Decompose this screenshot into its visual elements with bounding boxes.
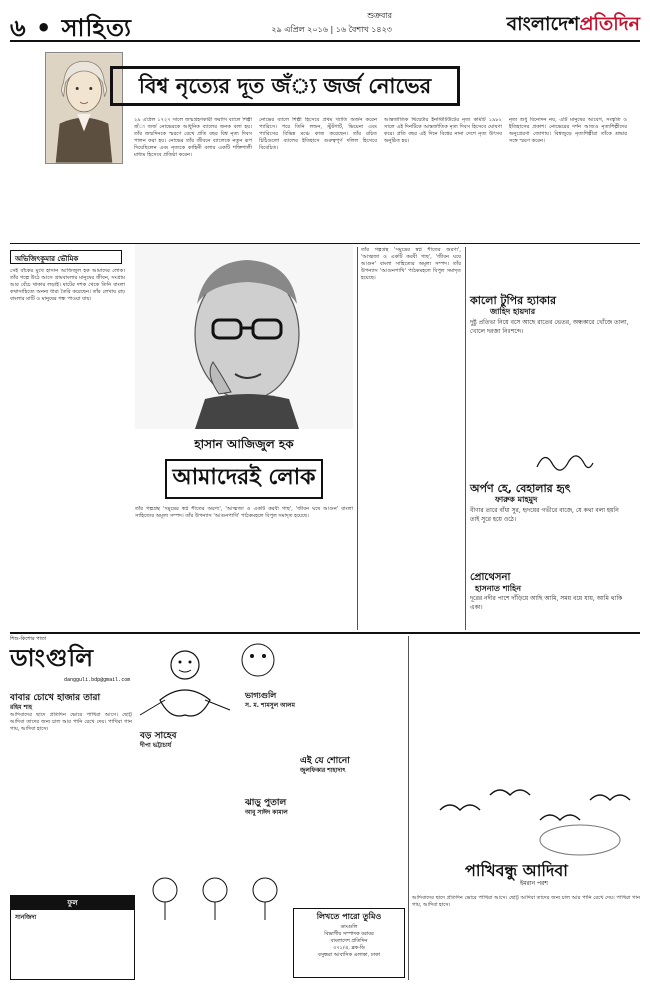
dangguli-subtitle: শিশু-কিশোর পাতা xyxy=(10,636,47,642)
contact-line: বিভাগীয় সম্পাদক বরাবর xyxy=(324,931,374,937)
date-line: ২৯ এপ্রিল ২০১৬ | ১৬ বৈশাখ ১৪২৩ xyxy=(271,25,392,34)
poem1-author: জাহিদ হায়দার xyxy=(490,307,536,316)
squiggle-illustration xyxy=(535,447,595,477)
kid-story1-body: আদিবাদের ছাদে প্রতিদিন ভোরে পাখিরা আসে। ছোট্ট আদিবা তাদের জন্য চাল আর পানি রেখে দেয়। পাখিরা গান গায়, আদিবা হাসে। xyxy=(10,712,132,732)
lead-title: বিশ্ব নৃত্যের দূত জঁ্য জর্জ নোভের xyxy=(110,66,460,106)
brand-part1: বাংলাদেশ xyxy=(506,13,580,35)
poem2-title: অর্পণ হে, বেহালার হৃৎ xyxy=(470,482,571,495)
face-drawing-icon xyxy=(218,640,298,680)
author-photo xyxy=(135,244,353,429)
lead-columns xyxy=(134,117,634,241)
kid-story1-author: রহিম শাহ xyxy=(10,704,33,711)
birds-illustration xyxy=(430,770,640,860)
dangguli-logo: ডাংগুলি xyxy=(10,644,94,672)
kid-poem3-title: ভাগ্যগুলি xyxy=(245,691,277,700)
poem1-body: দুষ্টু প্রতিভা নিয়ে বসে আছে রাতের ভেতর, অন্ধকারে খোঁজে তালা, খোলে দরজা নিঃশব্দে। xyxy=(470,319,629,335)
fuls-title: ফুল xyxy=(11,896,134,910)
dateline xyxy=(260,10,530,36)
author-name: হাসান আজিজুল হক xyxy=(194,437,294,451)
kid-story1-title: বাবার চোখে হাজার তারা xyxy=(10,693,101,703)
contact-line: ডাংগুলি xyxy=(340,924,358,930)
lead-column-2: নোভের ব্যালে শিল্পী হিসেবে প্রথম খ্যাতি অর্জন করেন প্যারিসে। পরে তিনি লন্ডন, স্টুটগার্ট, ভিয়েনা এবং প্যারিসের বিভিন্ন মঞ্চে কাজ করেছেন। তাঁর রচিত চিঠিগুলো ব্যালের ইতিহাসে গুরুত্বপূর্ণ দলিল হিসেবে বিবেচিত। xyxy=(259,117,377,151)
flower-drawings xyxy=(140,870,290,920)
lead-column-4: নৃত্য শুধু বিনোদন নয়, এটি মানুষের আবেগ, সংস্কৃতি ও ইতিহাসের প্রকাশ। নোভেরের দর্শন আজও নৃত্যশিল্পীদের অনুপ্রেরণা জোগায়। বিশ্বজুড়ে নৃত্যশিল্পীরা তাঁকে শ্রদ্ধার সঙ্গে স্মরণ করেন। xyxy=(509,117,627,144)
kid-story2-title: বড় সাহেব xyxy=(140,731,177,741)
rule-3 xyxy=(465,247,466,630)
kid-story2-author: দীপা ভট্টাচার্য xyxy=(140,742,172,749)
feature-byline: অভিজিৎকুমার ভৌমিক xyxy=(10,250,122,264)
poem3-body: দূরের নদীর পাশে দাঁড়িয়ে আছি আমি, সময় বয়ে যায়, আমি থাকি একা। xyxy=(470,595,623,611)
page-header xyxy=(10,8,640,42)
poem2-author: ফারুক মাহমুদ xyxy=(495,495,538,504)
rule-2 xyxy=(357,247,358,630)
contact-box xyxy=(293,908,405,978)
kid-poem5-author: আবু সাঈদ কামাল xyxy=(245,809,288,816)
bird-story-body: আদিবাদের ছাদে প্রতিদিন ভোরে পাখিরা আসে। ছোট্ট আদিবা তাদের জন্য চাল আর পানি রেখে দেয়। পাখিরা গান গায়, আদিবা হাসে। xyxy=(412,895,640,908)
feature-title: আমাদেরই লোক xyxy=(165,459,323,499)
poem3-title: প্রোথেসনা xyxy=(470,572,511,583)
contact-line: বাংলাদেশ প্রতিদিন xyxy=(330,938,368,944)
day-label: শুক্রবার xyxy=(367,11,392,20)
feature-column-mid: তাঁর গল্পগ্রন্থ 'সমুদ্রের স্বপ্ন শীতের অরণ্য', 'আত্মজা ও একটি করবী গাছ', 'জীবন ঘষে আগুন' বাংলা সাহিত্যের অমূল্য সম্পদ। তাঁর উপন্যাস 'আগুনপাখি' পাঠকমহলে বিপুল সমাদৃত হয়েছে। xyxy=(135,506,353,519)
contact-line: বসুন্ধরা আবাসিক এলাকা, ঢাকা xyxy=(317,952,381,958)
poem1-title: কালো টুপির হ্যাকার xyxy=(470,294,557,307)
section-label: ৬ • সাহিত্য xyxy=(10,14,132,42)
poem2-body: বীণার তারে বাঁধা সুর, হৃদয়ের গভীরে বাজে, যে কথা বলা হয়নি তাই সুরে হয়ে ওঠে। xyxy=(470,507,619,523)
lead-column-1: ২৯ এপ্রিল ১৭২৭ সালে জন্মগ্রহণকারী ফরাসি ব্যালে শিল্পী জঁ্য জর্জ নোভেরকে আধুনিক ব্যালের জনক বলা হয়। তাঁর জন্মদিনকে স্মরণে রেখে প্রতি বছর বিশ্ব নৃত্য দিবস পালন করা হয়। নোভের তাঁর জীবনে ব্যালেকে নতুন রূপ দিয়েছিলেন এবং নৃত্যকে কাহিনী বলার একটি শক্তিশালী মাধ্যম হিসেবে প্রতিষ্ঠা করেন। xyxy=(134,117,252,158)
author-photo-image xyxy=(135,244,353,429)
brand-logo xyxy=(507,10,640,42)
contact-line: ৩৭১/এ, ব্লক-ডি xyxy=(333,945,365,951)
kid-poem5-title: ঝাড়ু পুতাল xyxy=(245,798,287,808)
kid-poem3-author: স. ম. শামসুল আলম xyxy=(245,702,295,709)
feature-column-left: সেই বাঁকের মুখে হাসান আজিজুল হক আমাদের লোক। তাঁর গল্পে উঠে আসে গ্রামবাংলার মানুষের জীবন, সংগ্রাম আর বেঁচে থাকার লড়াই। ষাটের দশক থেকে তিনি বাংলা কথাসাহিত্যে অনন্য ধারা তৈরি করেছেন। তাঁর লেখায় রাঢ় বাংলার মাটি ও মানুষের গন্ধ পাওয়া যায়। xyxy=(10,268,125,302)
lead-column-3: আন্তর্জাতিক থিয়েটার ইনস্টিটিউটের নৃত্য কমিটি ১৯৮২ সালে এই দিনটিকে আন্তর্জাতিক নৃত্য দিবস হিসেবে ঘোষণা করে। প্রতি বছর এই দিনে বিশ্বের নানা দেশে নৃত্য উৎসব অনুষ্ঠিত হয়। xyxy=(384,117,502,144)
bird-story-title: পাখিবন্ধু আদিবা xyxy=(465,861,568,880)
kid-poem4-author: জুলফিকার শাহাদাৎ xyxy=(300,767,346,774)
feature-column-right: তাঁর গল্পগ্রন্থ 'সমুদ্রের স্বপ্ন শীতের অরণ্য', 'আত্মজা ও একটি করবী গাছ', 'জীবন ঘষে আগুন' বাংলা সাহিত্যের অমূল্য সম্পদ। তাঁর উপন্যাস 'আগুনপাখি' পাঠকমহলে বিপুল সমাদৃত হয়েছে। xyxy=(361,247,461,281)
brand-part2: প্রতিদিন xyxy=(579,13,640,35)
fuls-box xyxy=(10,895,135,980)
contact-title: লিখতে পারো তুমিও xyxy=(316,912,382,921)
dangguli-email: dangguli.bdp@gmail.com xyxy=(64,677,131,683)
rule-5 xyxy=(408,636,409,980)
kid-poem4-title: এই যে শোনো xyxy=(300,756,350,766)
bird-story-author: ইমরান পরশ xyxy=(520,880,548,887)
poem3-author: হাসনাত শাহিন xyxy=(475,584,522,593)
rule-4 xyxy=(10,632,640,634)
fuls-author: সানজিদা xyxy=(15,914,37,921)
